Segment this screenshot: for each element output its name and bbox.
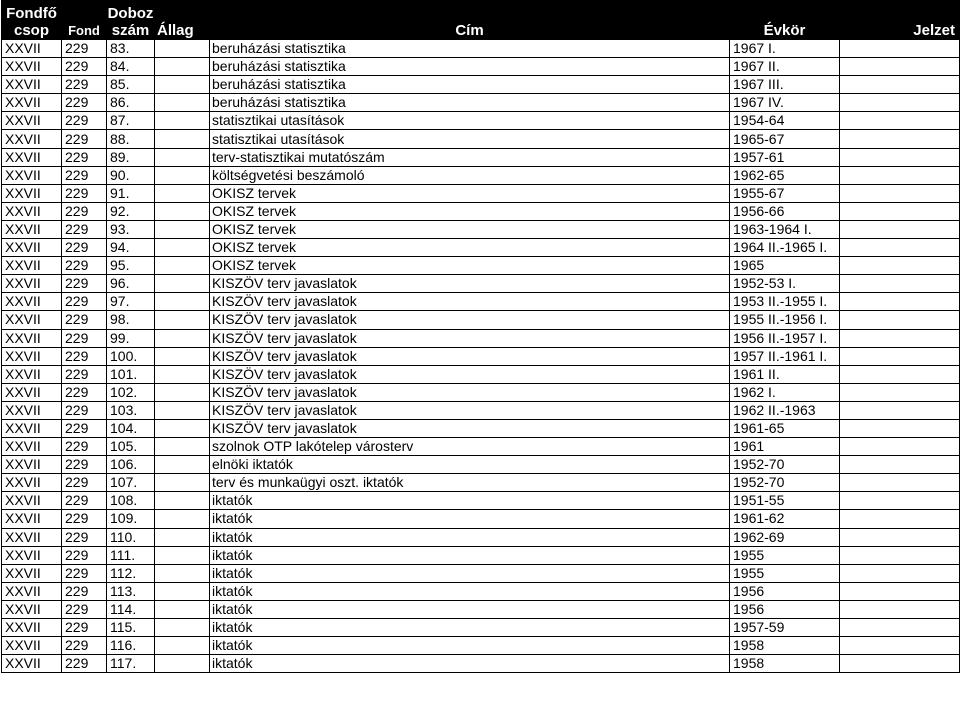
- fondfo-csop-cell: XXVII: [2, 419, 62, 437]
- doboz-szam-cell: 100.: [107, 347, 155, 365]
- doboz-szam-cell: 112.: [107, 564, 155, 582]
- allag-cell: [155, 383, 210, 401]
- fond-cell: 229: [62, 148, 107, 166]
- evkor-cell: 1958: [730, 637, 840, 655]
- jelzet-cell: [840, 564, 960, 582]
- doboz-szam-cell: 91.: [107, 184, 155, 202]
- fond-cell: 229: [62, 58, 107, 76]
- table-row: [2, 456, 960, 474]
- doboz-szam-cell: 96.: [107, 275, 155, 293]
- fond-cell: 229: [62, 112, 107, 130]
- evkor-cell: 1963-1964 I.: [730, 220, 840, 238]
- cim-cell: KISZÖV terv javaslatok: [210, 383, 730, 401]
- cim-cell: KISZÖV terv javaslatok: [210, 311, 730, 329]
- table-row: [2, 438, 960, 456]
- jelzet-cell: [840, 293, 960, 311]
- table-row: [2, 112, 960, 130]
- evkor-cell: 1956 II.-1957 I.: [730, 329, 840, 347]
- cim-cell: iktatók: [210, 492, 730, 510]
- table-row: [2, 510, 960, 528]
- evkor-cell: 1957-59: [730, 619, 840, 637]
- fond-cell: 229: [62, 655, 107, 673]
- doboz-szam-cell: 98.: [107, 311, 155, 329]
- allag-cell: [155, 365, 210, 383]
- fondfo-csop-cell: XXVII: [2, 546, 62, 564]
- evkor-cell: 1962 II.-1963: [730, 401, 840, 419]
- doboz-szam-cell: 109.: [107, 510, 155, 528]
- fond-cell: 229: [62, 582, 107, 600]
- fondfo-csop-cell: XXVII: [2, 239, 62, 257]
- jelzet-cell: [840, 257, 960, 275]
- allag-cell: [155, 546, 210, 564]
- fondfo-csop-cell: XXVII: [2, 40, 62, 58]
- fondfo-csop-cell: XXVII: [2, 401, 62, 419]
- fondfo-csop-cell: XXVII: [2, 564, 62, 582]
- evkor-cell: 1956: [730, 600, 840, 618]
- evkor-cell: 1961 II.: [730, 365, 840, 383]
- table-row: [2, 637, 960, 655]
- fond-cell: 229: [62, 383, 107, 401]
- fondfo-csop-cell: XXVII: [2, 275, 62, 293]
- cim-cell: KISZÖV terv javaslatok: [210, 419, 730, 437]
- jelzet-cell: [840, 40, 960, 58]
- table-row: [2, 329, 960, 347]
- header-fond: Fond: [62, 1, 107, 40]
- doboz-szam-cell: 106.: [107, 456, 155, 474]
- cim-cell: KISZÖV terv javaslatok: [210, 275, 730, 293]
- table-row: [2, 257, 960, 275]
- doboz-szam-cell: 93.: [107, 220, 155, 238]
- jelzet-cell: [840, 655, 960, 673]
- allag-cell: [155, 492, 210, 510]
- fondfo-csop-cell: XXVII: [2, 582, 62, 600]
- evkor-cell: 1952-53 I.: [730, 275, 840, 293]
- doboz-szam-cell: 111.: [107, 546, 155, 564]
- evkor-cell: 1967 IV.: [730, 94, 840, 112]
- allag-cell: [155, 202, 210, 220]
- fond-cell: 229: [62, 456, 107, 474]
- jelzet-cell: [840, 582, 960, 600]
- header-fondfo-csop: [2, 1, 62, 40]
- allag-cell: [155, 582, 210, 600]
- table-row: [2, 600, 960, 618]
- table-row: [2, 492, 960, 510]
- allag-cell: [155, 619, 210, 637]
- table-row: [2, 130, 960, 148]
- table-row: [2, 419, 960, 437]
- cim-cell: beruházási statisztika: [210, 58, 730, 76]
- fondfo-csop-cell: XXVII: [2, 202, 62, 220]
- fond-cell: 229: [62, 365, 107, 383]
- fond-cell: 229: [62, 474, 107, 492]
- cim-cell: statisztikai utasítások: [210, 112, 730, 130]
- fondfo-csop-cell: XXVII: [2, 365, 62, 383]
- allag-cell: [155, 528, 210, 546]
- jelzet-cell: [840, 94, 960, 112]
- cim-cell: beruházási statisztika: [210, 94, 730, 112]
- evkor-cell: 1964 II.-1965 I.: [730, 239, 840, 257]
- cim-cell: KISZÖV terv javaslatok: [210, 293, 730, 311]
- fond-cell: 229: [62, 564, 107, 582]
- evkor-cell: 1961-62: [730, 510, 840, 528]
- fondfo-csop-cell: XXVII: [2, 492, 62, 510]
- cim-cell: KISZÖV terv javaslatok: [210, 365, 730, 383]
- allag-cell: [155, 510, 210, 528]
- fond-cell: 229: [62, 275, 107, 293]
- table-row: [2, 148, 960, 166]
- jelzet-cell: [840, 58, 960, 76]
- fond-cell: 229: [62, 347, 107, 365]
- doboz-szam-cell: 104.: [107, 419, 155, 437]
- cim-cell: OKISZ tervek: [210, 257, 730, 275]
- allag-cell: [155, 166, 210, 184]
- table-row: [2, 40, 960, 58]
- header-doboz-line1: Doboz: [107, 5, 154, 22]
- allag-cell: [155, 456, 210, 474]
- cim-cell: iktatók: [210, 600, 730, 618]
- fondfo-csop-cell: XXVII: [2, 347, 62, 365]
- table-row: [2, 347, 960, 365]
- table-row: [2, 166, 960, 184]
- fondfo-csop-cell: XXVII: [2, 528, 62, 546]
- cim-cell: iktatók: [210, 510, 730, 528]
- table-row: [2, 546, 960, 564]
- fond-cell: 229: [62, 202, 107, 220]
- fond-cell: 229: [62, 329, 107, 347]
- fondfo-csop-cell: XXVII: [2, 94, 62, 112]
- fond-cell: 229: [62, 401, 107, 419]
- fondfo-csop-cell: XXVII: [2, 474, 62, 492]
- allag-cell: [155, 293, 210, 311]
- jelzet-cell: [840, 76, 960, 94]
- jelzet-cell: [840, 202, 960, 220]
- allag-cell: [155, 257, 210, 275]
- fond-cell: 229: [62, 438, 107, 456]
- jelzet-cell: [840, 619, 960, 637]
- doboz-szam-cell: 87.: [107, 112, 155, 130]
- doboz-szam-cell: 89.: [107, 148, 155, 166]
- doboz-szam-cell: 92.: [107, 202, 155, 220]
- jelzet-cell: [840, 546, 960, 564]
- cim-cell: terv-statisztikai mutatószám: [210, 148, 730, 166]
- doboz-szam-cell: 88.: [107, 130, 155, 148]
- table-row: [2, 184, 960, 202]
- table-row: [2, 528, 960, 546]
- fond-cell: 229: [62, 528, 107, 546]
- jelzet-cell: [840, 148, 960, 166]
- table-row: [2, 94, 960, 112]
- fondfo-csop-cell: XXVII: [2, 619, 62, 637]
- jelzet-cell: [840, 528, 960, 546]
- evkor-cell: 1953 II.-1955 I.: [730, 293, 840, 311]
- cim-cell: statisztikai utasítások: [210, 130, 730, 148]
- doboz-szam-cell: 86.: [107, 94, 155, 112]
- evkor-cell: 1962-69: [730, 528, 840, 546]
- fond-cell: 229: [62, 311, 107, 329]
- jelzet-cell: [840, 130, 960, 148]
- jelzet-cell: [840, 347, 960, 365]
- cim-cell: iktatók: [210, 582, 730, 600]
- allag-cell: [155, 419, 210, 437]
- header-allag: Állag: [155, 1, 210, 40]
- fondfo-csop-cell: XXVII: [2, 456, 62, 474]
- doboz-szam-cell: 105.: [107, 438, 155, 456]
- table-row: [2, 655, 960, 673]
- fondfo-csop-cell: XXVII: [2, 510, 62, 528]
- cim-cell: KISZÖV terv javaslatok: [210, 329, 730, 347]
- doboz-szam-cell: 107.: [107, 474, 155, 492]
- jelzet-cell: [840, 474, 960, 492]
- evkor-cell: 1958: [730, 655, 840, 673]
- jelzet-cell: [840, 239, 960, 257]
- table-row: [2, 474, 960, 492]
- cim-cell: iktatók: [210, 564, 730, 582]
- cim-cell: KISZÖV terv javaslatok: [210, 347, 730, 365]
- cim-cell: KISZÖV terv javaslatok: [210, 401, 730, 419]
- doboz-szam-cell: 113.: [107, 582, 155, 600]
- evkor-cell: 1961-65: [730, 419, 840, 437]
- fondfo-csop-cell: XXVII: [2, 148, 62, 166]
- doboz-szam-cell: 99.: [107, 329, 155, 347]
- cim-cell: iktatók: [210, 528, 730, 546]
- jelzet-cell: [840, 184, 960, 202]
- table-row: [2, 293, 960, 311]
- table-row: [2, 220, 960, 238]
- fondfo-csop-cell: XXVII: [2, 130, 62, 148]
- jelzet-cell: [840, 456, 960, 474]
- jelzet-cell: [840, 401, 960, 419]
- jelzet-cell: [840, 637, 960, 655]
- cim-cell: terv és munkaügyi oszt. iktatók: [210, 474, 730, 492]
- header-fondfo-line2: csop: [13, 22, 49, 39]
- fond-cell: 229: [62, 257, 107, 275]
- allag-cell: [155, 311, 210, 329]
- header-cim: Cím: [210, 1, 730, 40]
- evkor-cell: 1962-65: [730, 166, 840, 184]
- allag-cell: [155, 76, 210, 94]
- cim-cell: iktatók: [210, 619, 730, 637]
- fondfo-csop-cell: XXVII: [2, 655, 62, 673]
- allag-cell: [155, 184, 210, 202]
- header-doboz-line2: szám: [111, 22, 150, 39]
- table-row: [2, 401, 960, 419]
- fond-cell: 229: [62, 220, 107, 238]
- table-row: [2, 582, 960, 600]
- jelzet-cell: [840, 220, 960, 238]
- jelzet-cell: [840, 112, 960, 130]
- evkor-cell: 1967 I.: [730, 40, 840, 58]
- fond-cell: 229: [62, 239, 107, 257]
- fondfo-csop-cell: XXVII: [2, 220, 62, 238]
- evkor-cell: 1952-70: [730, 456, 840, 474]
- evkor-cell: 1961: [730, 438, 840, 456]
- table-row: [2, 202, 960, 220]
- archive-inventory-table: [1, 0, 960, 673]
- doboz-szam-cell: 115.: [107, 619, 155, 637]
- cim-cell: iktatók: [210, 546, 730, 564]
- doboz-szam-cell: 114.: [107, 600, 155, 618]
- doboz-szam-cell: 95.: [107, 257, 155, 275]
- table-body: [2, 40, 960, 673]
- doboz-szam-cell: 83.: [107, 40, 155, 58]
- doboz-szam-cell: 116.: [107, 637, 155, 655]
- doboz-szam-cell: 97.: [107, 293, 155, 311]
- jelzet-cell: [840, 510, 960, 528]
- fondfo-csop-cell: XXVII: [2, 166, 62, 184]
- fondfo-csop-cell: XXVII: [2, 600, 62, 618]
- header-doboz-szam: [107, 1, 155, 40]
- table-row: [2, 58, 960, 76]
- allag-cell: [155, 637, 210, 655]
- allag-cell: [155, 130, 210, 148]
- jelzet-cell: [840, 365, 960, 383]
- doboz-szam-cell: 90.: [107, 166, 155, 184]
- doboz-szam-cell: 85.: [107, 76, 155, 94]
- table-row: [2, 564, 960, 582]
- allag-cell: [155, 347, 210, 365]
- allag-cell: [155, 474, 210, 492]
- doboz-szam-cell: 102.: [107, 383, 155, 401]
- fondfo-csop-cell: XXVII: [2, 637, 62, 655]
- cim-cell: beruházási statisztika: [210, 40, 730, 58]
- header-fondfo-line1: Fondfő: [6, 5, 57, 22]
- evkor-cell: 1957-61: [730, 148, 840, 166]
- jelzet-cell: [840, 275, 960, 293]
- fond-cell: 229: [62, 600, 107, 618]
- cim-cell: OKISZ tervek: [210, 239, 730, 257]
- doboz-szam-cell: 84.: [107, 58, 155, 76]
- fond-cell: 229: [62, 510, 107, 528]
- fond-cell: 229: [62, 40, 107, 58]
- fondfo-csop-cell: XXVII: [2, 329, 62, 347]
- fondfo-csop-cell: XXVII: [2, 112, 62, 130]
- cim-cell: beruházási statisztika: [210, 76, 730, 94]
- cim-cell: elnöki iktatók: [210, 456, 730, 474]
- allag-cell: [155, 239, 210, 257]
- evkor-cell: 1954-64: [730, 112, 840, 130]
- header-evkor: Évkör: [730, 1, 840, 40]
- evkor-cell: 1957 II.-1961 I.: [730, 347, 840, 365]
- table-row: [2, 311, 960, 329]
- fond-cell: 229: [62, 94, 107, 112]
- allag-cell: [155, 401, 210, 419]
- cim-cell: iktatók: [210, 655, 730, 673]
- fondfo-csop-cell: XXVII: [2, 293, 62, 311]
- fond-cell: 229: [62, 130, 107, 148]
- jelzet-cell: [840, 166, 960, 184]
- cim-cell: iktatók: [210, 637, 730, 655]
- fond-cell: 229: [62, 76, 107, 94]
- table-row: [2, 239, 960, 257]
- jelzet-cell: [840, 311, 960, 329]
- allag-cell: [155, 600, 210, 618]
- fond-cell: 229: [62, 293, 107, 311]
- fondfo-csop-cell: XXVII: [2, 58, 62, 76]
- fond-cell: 229: [62, 619, 107, 637]
- evkor-cell: 1965-67: [730, 130, 840, 148]
- jelzet-cell: [840, 329, 960, 347]
- allag-cell: [155, 438, 210, 456]
- header-row: [2, 1, 960, 40]
- doboz-szam-cell: 108.: [107, 492, 155, 510]
- cim-cell: költségvetési beszámoló: [210, 166, 730, 184]
- allag-cell: [155, 94, 210, 112]
- allag-cell: [155, 58, 210, 76]
- evkor-cell: 1967 II.: [730, 58, 840, 76]
- fond-cell: 229: [62, 184, 107, 202]
- table-row: [2, 383, 960, 401]
- fond-cell: 229: [62, 419, 107, 437]
- jelzet-cell: [840, 600, 960, 618]
- evkor-cell: 1956-66: [730, 202, 840, 220]
- cim-cell: OKISZ tervek: [210, 202, 730, 220]
- table-row: [2, 275, 960, 293]
- evkor-cell: 1955: [730, 546, 840, 564]
- evkor-cell: 1962 I.: [730, 383, 840, 401]
- doboz-szam-cell: 110.: [107, 528, 155, 546]
- cim-cell: OKISZ tervek: [210, 184, 730, 202]
- evkor-cell: 1951-55: [730, 492, 840, 510]
- allag-cell: [155, 112, 210, 130]
- fondfo-csop-cell: XXVII: [2, 311, 62, 329]
- allag-cell: [155, 564, 210, 582]
- fond-cell: 229: [62, 546, 107, 564]
- fond-cell: 229: [62, 166, 107, 184]
- allag-cell: [155, 275, 210, 293]
- doboz-szam-cell: 117.: [107, 655, 155, 673]
- jelzet-cell: [840, 438, 960, 456]
- allag-cell: [155, 220, 210, 238]
- cim-cell: szolnok OTP lakótelep városterv: [210, 438, 730, 456]
- cim-cell: OKISZ tervek: [210, 220, 730, 238]
- evkor-cell: 1955 II.-1956 I.: [730, 311, 840, 329]
- doboz-szam-cell: 103.: [107, 401, 155, 419]
- fondfo-csop-cell: XXVII: [2, 257, 62, 275]
- doboz-szam-cell: 94.: [107, 239, 155, 257]
- allag-cell: [155, 40, 210, 58]
- table-row: [2, 619, 960, 637]
- fondfo-csop-cell: XXVII: [2, 438, 62, 456]
- fond-cell: 229: [62, 492, 107, 510]
- jelzet-cell: [840, 383, 960, 401]
- table-row: [2, 365, 960, 383]
- doboz-szam-cell: 101.: [107, 365, 155, 383]
- fondfo-csop-cell: XXVII: [2, 383, 62, 401]
- evkor-cell: 1967 III.: [730, 76, 840, 94]
- evkor-cell: 1955: [730, 564, 840, 582]
- fondfo-csop-cell: XXVII: [2, 76, 62, 94]
- allag-cell: [155, 655, 210, 673]
- table-header: [2, 1, 960, 40]
- allag-cell: [155, 148, 210, 166]
- evkor-cell: 1956: [730, 582, 840, 600]
- jelzet-cell: [840, 492, 960, 510]
- fond-cell: 229: [62, 637, 107, 655]
- header-jelzet: Jelzet: [840, 1, 960, 40]
- table-row: [2, 76, 960, 94]
- fondfo-csop-cell: XXVII: [2, 184, 62, 202]
- allag-cell: [155, 329, 210, 347]
- jelzet-cell: [840, 419, 960, 437]
- evkor-cell: 1952-70: [730, 474, 840, 492]
- evkor-cell: 1955-67: [730, 184, 840, 202]
- evkor-cell: 1965: [730, 257, 840, 275]
